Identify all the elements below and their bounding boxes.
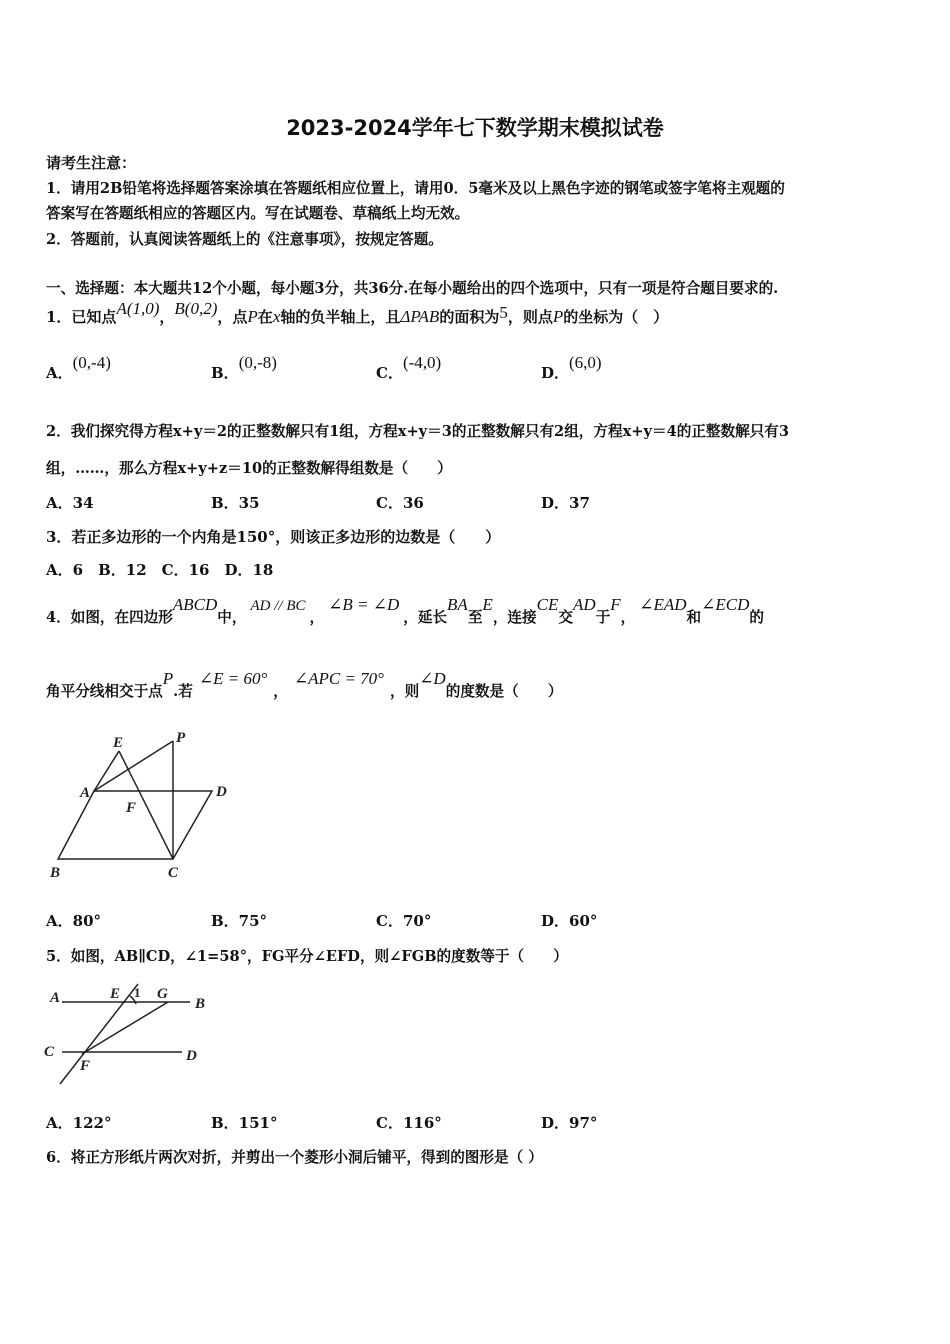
q4-text-9: ， [620,609,636,626]
page-title: 2023-2024学年七下数学期末模拟试卷 [286,116,664,140]
q4-label-d: D [216,784,227,800]
q5-label-1: 1 [134,985,141,1000]
q1-option-c-value: (-4,0) [402,353,442,372]
q1-p: P [247,307,258,326]
q4-text-11: 的 [749,609,764,626]
q1-triangle: ΔPAB [400,307,440,326]
q2-option-b[interactable]: B．35 [211,494,260,512]
q4-label-b: B [50,865,61,881]
q5-label-g: G [157,986,168,1002]
notice-heading: 请考生注意： [46,154,137,172]
notice-line-2: 2．答题前，认真阅读答题纸上的《注意事项》，按规定答题。 [46,231,443,248]
q5-label-d: D [186,1048,197,1064]
q4-angle-apc: ∠APC = 70° [293,669,384,688]
q1-p-2: P [552,307,564,326]
q4-option-d[interactable]: D．60° [541,912,598,930]
q1-option-d-label: D． [541,364,570,382]
q4-e: E [482,595,493,614]
q4-text-10: 和 [686,609,702,626]
q5-option-b[interactable]: B．151° [211,1114,278,1132]
q4-text-5: 至 [467,609,483,626]
q4-f: F [610,595,621,614]
q4-ce: CE [536,595,559,614]
q5-option-d[interactable]: D．97° [541,1114,598,1132]
q4-angle-b-d: ∠B = ∠D [328,595,400,614]
q1-text-2: 在 [257,308,273,326]
q4-label-f: F [126,800,137,816]
q4-text-2: 中， [217,609,247,626]
q4-line-ae [94,751,119,791]
q1-option-d-value: (6,0) [569,353,602,372]
q5-label-a: A [50,990,61,1006]
q1-option-c-label: C． [376,364,403,382]
q5-figure [40,978,220,1090]
q6-text: 6．将正方形纸片两次对折，并剪出一个菱形小洞后铺平，得到的图形是（ ） [46,1149,543,1166]
q5-option-c[interactable]: C．116° [376,1114,442,1132]
q4-line-2 [46,669,563,701]
q2-line-1: 2．我们探究得方程x+y＝2的正整数解只有1组，方程x+y＝3的正整数解只有2组，方程x+y＝4的正整数解只有3 [46,423,790,440]
q5-option-a[interactable]: A．122° [46,1114,112,1132]
q4-text-4: ，延长 [403,609,448,626]
q4-ad: AD [572,595,596,614]
q4-option-c[interactable]: C．70° [376,912,432,930]
q4-line-1 [46,595,764,627]
q4-text-8: 于 [595,609,611,626]
notice-line-1a: 1．请用2B铅笔将选择题答案涂填在答题纸相应位置上，请用0．5毫米及以上黑色字迹的钢笔或签字笔将主观题的 [46,180,785,197]
q1-option-b-value: (0,-8) [238,353,277,372]
q1-option-b-label: B． [211,364,239,382]
q1-option-a[interactable] [46,353,111,383]
q5-label-c: C [44,1044,55,1060]
q4-text-14: ， [273,683,288,700]
q5-label-b: B [195,996,206,1012]
q4-option-a[interactable]: A．80° [46,912,102,930]
q1-text-3: 轴的负半轴上，且 [280,308,401,326]
q1-text-6: 的坐标为（ ） [563,308,669,326]
q5-line-fg [82,1002,168,1054]
q1-text-4: 的面积为 [439,308,500,326]
q4-abcd: ABCD [172,595,218,614]
q4-angle-d: ∠D [419,669,446,688]
q4-option-b[interactable]: B．75° [211,912,268,930]
q1-point-b: B(0,2) [174,299,218,318]
q4-figure [40,725,250,885]
q4-angle-ead: ∠EAD [639,595,687,614]
q4-text-3: ， [309,609,325,626]
q5-text: 5．如图，AB∥CD，∠1=58°，FG平分∠EFD，则∠FGB的度数等于（ ） [46,948,568,965]
q2-line-2: 组，……，那么方程x+y+z＝10的正整数解得组数是（ ） [46,460,452,477]
q4-text-15: ，则 [389,683,420,700]
q4-label-p: P [176,730,186,746]
q4-angle-ecd: ∠ECD [701,595,750,614]
q4-label-a: A [80,785,91,801]
q1-comma: ， [159,308,175,326]
q1-pre: 1．已知点 [46,308,117,326]
q1-option-c[interactable] [376,353,442,383]
q4-text-7: 交 [558,609,573,626]
notice-line-1b: 答案写在答题纸相应的答题区内。写在试题卷、草稿纸上均无效。 [46,205,470,222]
q1-option-b[interactable] [211,353,277,383]
q2-option-c[interactable]: C．36 [376,494,424,512]
q5-label-e: E [110,986,121,1002]
section-heading: 一、选择题：本大题共12个小题，每小题3分，共36分.在每小题给出的四个选项中，只有一项是符合题目要求的. [46,280,779,297]
q3-text: 3．若正多边形的一个内角是150°，则该正多边形的边数是（ ） [46,528,501,546]
question-1 [46,299,669,327]
q4-label-c: C [168,865,179,881]
q1-text-5: ，则点 [507,308,553,326]
q1-option-a-label: A． [46,364,73,382]
q4-p: P [162,669,174,688]
q2-option-d[interactable]: D．37 [541,494,590,512]
q4-line-ap [94,741,173,791]
q4-text-13: .若 [173,683,193,700]
q3-options[interactable]: A．6 B．12 C．16 D．18 [46,561,274,579]
q1-option-d[interactable] [541,353,602,383]
q4-text-12: 角平分线相交于点 [46,683,163,700]
q1-five: 5 [499,303,508,322]
q2-option-a[interactable]: A．34 [46,494,94,512]
q4-text-1: 4．如图，在四边形 [46,609,173,626]
q1-x: x [272,307,281,326]
q1-point-a: A(1,0) [116,299,160,318]
q5-transversal [60,984,138,1084]
q4-label-e: E [113,735,124,751]
q1-text-1: ，点 [217,308,248,326]
q4-angle-e: ∠E = 60° [198,669,268,688]
q4-ba: BA [447,595,468,614]
q1-option-a-value: (0,-4) [72,353,111,372]
q4-parallel: AD // BC [250,598,306,614]
q5-label-f: F [80,1058,91,1074]
q4-text-16: 的度数是（ ） [445,683,563,700]
q4-text-6: ，连接 [492,609,537,626]
